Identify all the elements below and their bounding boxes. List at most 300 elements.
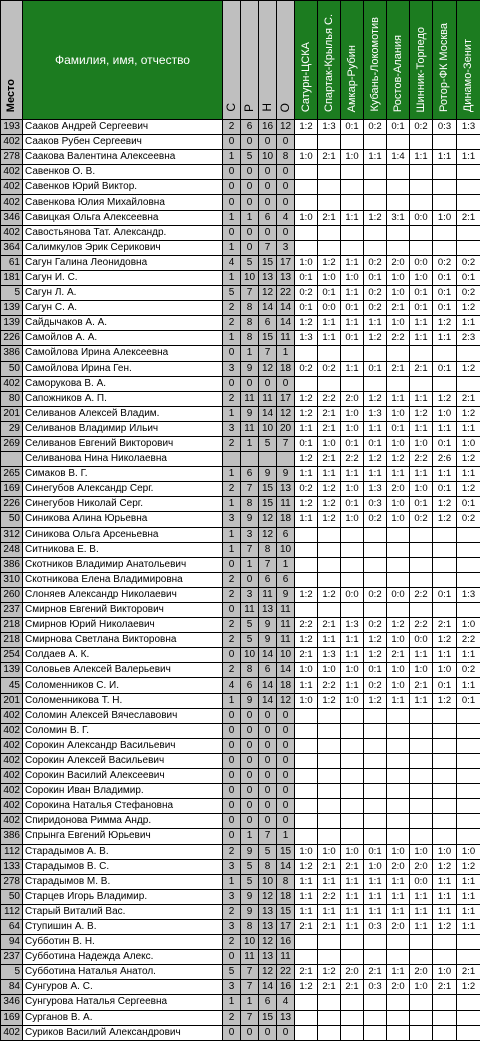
stat-cell: 3 bbox=[223, 361, 241, 376]
match-cell: 0:2 bbox=[364, 618, 387, 633]
stat-cell: 0 bbox=[277, 180, 295, 195]
stat-cell: 7 bbox=[241, 542, 259, 557]
match-cell: 2:2 bbox=[318, 678, 341, 693]
place-cell: 61 bbox=[1, 255, 23, 270]
match-cell: 2:0 bbox=[387, 859, 410, 874]
stat-cell: 0 bbox=[259, 799, 277, 814]
stat-cell: 5 bbox=[241, 859, 259, 874]
stat-cell: 0 bbox=[259, 135, 277, 150]
place-cell: 50 bbox=[1, 512, 23, 527]
stat-cell: 3 bbox=[241, 527, 259, 542]
match-cell bbox=[295, 784, 318, 799]
match-cell bbox=[341, 346, 364, 361]
stat-cell: 2 bbox=[223, 633, 241, 648]
stat-cell: 0 bbox=[259, 195, 277, 210]
stat-cell: 0 bbox=[241, 799, 259, 814]
match-cell: 2:2 bbox=[341, 452, 364, 467]
match-cell bbox=[341, 708, 364, 723]
stat-cell: 0 bbox=[277, 135, 295, 150]
stat-cell: 8 bbox=[259, 859, 277, 874]
match-cell bbox=[295, 135, 318, 150]
stat-cell: 0 bbox=[223, 180, 241, 195]
match-cell: 1:2 bbox=[364, 452, 387, 467]
stat-cell: 3 bbox=[223, 889, 241, 904]
stat-cell: 1 bbox=[223, 406, 241, 421]
match-cell bbox=[410, 784, 433, 799]
stat-cell: 10 bbox=[241, 935, 259, 950]
stat-cell: 17 bbox=[277, 919, 295, 934]
stat-cell: 12 bbox=[277, 693, 295, 708]
match-cell: 1:2 bbox=[433, 693, 457, 708]
place-cell: 133 bbox=[1, 859, 23, 874]
stat-cell: 12 bbox=[259, 361, 277, 376]
table-row bbox=[1, 120, 480, 135]
stat-cell: 18 bbox=[277, 678, 295, 693]
stat-cell: 7 bbox=[241, 482, 259, 497]
stat-cell: 3 bbox=[223, 919, 241, 934]
name-cell: Старый Виталий Вас. bbox=[23, 904, 223, 919]
match-cell: 1:0 bbox=[387, 286, 410, 301]
match-cell bbox=[433, 527, 457, 542]
stat-cell: 12 bbox=[259, 965, 277, 980]
name-cell: Субботин В. Н. bbox=[23, 935, 223, 950]
match-cell bbox=[387, 708, 410, 723]
stat-cell: 8 bbox=[277, 874, 295, 889]
match-cell bbox=[433, 165, 457, 180]
match-cell bbox=[387, 799, 410, 814]
stat-cell: 15 bbox=[259, 497, 277, 512]
match-cell: 2:1 bbox=[341, 980, 364, 995]
match-cell bbox=[433, 708, 457, 723]
place-cell: 269 bbox=[1, 436, 23, 451]
match-cell: 1:0 bbox=[341, 421, 364, 436]
match-cell bbox=[341, 753, 364, 768]
table-row bbox=[1, 980, 480, 995]
stat-cell: 0 bbox=[241, 708, 259, 723]
match-cell: 1:2 bbox=[364, 648, 387, 663]
match-cell: 1:2 bbox=[364, 210, 387, 225]
match-cell: 1:2 bbox=[457, 452, 480, 467]
match-cell: 0:3 bbox=[433, 120, 457, 135]
place-cell: 193 bbox=[1, 120, 23, 135]
match-cell: 1:0 bbox=[318, 844, 341, 859]
match-cell: 1:1 bbox=[457, 678, 480, 693]
match-cell bbox=[457, 814, 480, 829]
stat-cell: 1 bbox=[223, 210, 241, 225]
table-row bbox=[1, 286, 480, 301]
match-cell bbox=[341, 240, 364, 255]
stat-cell: 7 bbox=[241, 1010, 259, 1025]
match-cell bbox=[318, 708, 341, 723]
stat-cell: 0 bbox=[241, 814, 259, 829]
match-cell: 1:1 bbox=[295, 874, 318, 889]
match-cell: 1:1 bbox=[410, 391, 433, 406]
match-cell: 1:1 bbox=[341, 316, 364, 331]
match-cell bbox=[295, 376, 318, 391]
match-cell: 0:1 bbox=[433, 361, 457, 376]
match-cell bbox=[457, 527, 480, 542]
match-cell bbox=[295, 225, 318, 240]
stat-cell: 6 bbox=[259, 316, 277, 331]
match-cell: 2:2 bbox=[387, 331, 410, 346]
match-cell: 2:1 bbox=[341, 859, 364, 874]
match-cell: 2:2 bbox=[457, 633, 480, 648]
match-cell bbox=[433, 557, 457, 572]
match-cell: 1:1 bbox=[364, 150, 387, 165]
stat-cell: 1 bbox=[223, 497, 241, 512]
match-cell: 1:0 bbox=[387, 497, 410, 512]
match-cell: 0:1 bbox=[387, 120, 410, 135]
match-cell: 1:2 bbox=[364, 331, 387, 346]
match-cell: 1:2 bbox=[318, 587, 341, 602]
stat-cell: 16 bbox=[277, 935, 295, 950]
match-cell: 2:1 bbox=[457, 391, 480, 406]
match-header: Амкар-Рубин bbox=[341, 1, 364, 120]
match-cell bbox=[457, 376, 480, 391]
match-cell bbox=[318, 180, 341, 195]
table-row bbox=[1, 270, 480, 285]
match-cell bbox=[410, 799, 433, 814]
match-cell bbox=[433, 376, 457, 391]
match-cell: 1:1 bbox=[410, 421, 433, 436]
stat-cell: 0 bbox=[241, 135, 259, 150]
stat-cell: 0 bbox=[223, 784, 241, 799]
stat-cell: 13 bbox=[259, 904, 277, 919]
table-row bbox=[1, 195, 480, 210]
match-cell: 1:2 bbox=[457, 406, 480, 421]
match-cell bbox=[364, 784, 387, 799]
match-cell bbox=[295, 708, 318, 723]
name-cell: Синегубов Александр Серг. bbox=[23, 482, 223, 497]
match-cell bbox=[433, 753, 457, 768]
match-cell: 2:0 bbox=[341, 391, 364, 406]
table-row bbox=[1, 482, 480, 497]
stat-cell: 6 bbox=[241, 467, 259, 482]
stat-cell: 3 bbox=[223, 512, 241, 527]
stat-cell: 13 bbox=[277, 482, 295, 497]
stat-cell: 0 bbox=[259, 769, 277, 784]
match-cell: 1:1 bbox=[295, 678, 318, 693]
name-cell: Скотников Владимир Анатольевич bbox=[23, 557, 223, 572]
match-cell: 1:1 bbox=[457, 874, 480, 889]
stat-cell: 7 bbox=[241, 965, 259, 980]
table-body bbox=[1, 120, 480, 1041]
stat-cell: 14 bbox=[259, 678, 277, 693]
stat-cell: 11 bbox=[259, 587, 277, 602]
match-cell: 0:0 bbox=[410, 255, 433, 270]
table-row bbox=[1, 663, 480, 678]
match-cell bbox=[295, 542, 318, 557]
match-cell bbox=[387, 225, 410, 240]
stat-cell bbox=[259, 452, 277, 467]
match-cell: 1:1 bbox=[318, 633, 341, 648]
stat-cell: 17 bbox=[277, 255, 295, 270]
stat-cell: 0 bbox=[259, 180, 277, 195]
name-cell: Ступишин А. В. bbox=[23, 919, 223, 934]
match-cell bbox=[387, 527, 410, 542]
stat-cell: 0 bbox=[259, 753, 277, 768]
match-cell bbox=[387, 165, 410, 180]
match-cell: 1:3 bbox=[364, 406, 387, 421]
stat-cell: 3 bbox=[277, 240, 295, 255]
match-cell: 1:3 bbox=[318, 120, 341, 135]
match-cell: 1:0 bbox=[410, 482, 433, 497]
table-row bbox=[1, 844, 480, 859]
match-cell: 1:2 bbox=[433, 391, 457, 406]
match-cell: 1:0 bbox=[433, 406, 457, 421]
match-cell: 1:2 bbox=[318, 255, 341, 270]
table-row bbox=[1, 708, 480, 723]
match-cell bbox=[387, 180, 410, 195]
match-cell bbox=[433, 1025, 457, 1040]
stat-cell: 17 bbox=[277, 391, 295, 406]
stat-cell: 9 bbox=[259, 618, 277, 633]
match-cell: 1:0 bbox=[410, 436, 433, 451]
stat-cell: 0 bbox=[223, 603, 241, 618]
table-row bbox=[1, 1025, 480, 1040]
stat-cell: 0 bbox=[223, 753, 241, 768]
match-cell: 1:2 bbox=[318, 512, 341, 527]
place-cell: 218 bbox=[1, 618, 23, 633]
match-cell: 1:0 bbox=[387, 270, 410, 285]
place-cell: 218 bbox=[1, 633, 23, 648]
stat-cell: 14 bbox=[277, 316, 295, 331]
stat-cell: 22 bbox=[277, 286, 295, 301]
match-cell bbox=[410, 195, 433, 210]
name-cell: Синикова Алина Юрьевна bbox=[23, 512, 223, 527]
match-cell bbox=[410, 950, 433, 965]
match-cell: 2:1 bbox=[433, 618, 457, 633]
match-cell: 1:1 bbox=[364, 316, 387, 331]
name-cell: Савенков Юрий Виктор. bbox=[23, 180, 223, 195]
place-cell bbox=[1, 452, 23, 467]
match-cell: 0:0 bbox=[410, 210, 433, 225]
match-cell: 2:2 bbox=[410, 618, 433, 633]
stat-cell: 5 bbox=[241, 150, 259, 165]
match-cell: 1:2 bbox=[433, 512, 457, 527]
stat-cell: 8 bbox=[241, 919, 259, 934]
match-cell: 1:1 bbox=[318, 331, 341, 346]
match-cell bbox=[410, 527, 433, 542]
match-cell: 1:1 bbox=[341, 255, 364, 270]
match-cell bbox=[457, 769, 480, 784]
match-cell: 1:2 bbox=[295, 587, 318, 602]
match-cell: 2:1 bbox=[318, 150, 341, 165]
place-cell: 50 bbox=[1, 361, 23, 376]
match-cell bbox=[364, 1010, 387, 1025]
match-cell bbox=[457, 753, 480, 768]
stat-cell: 0 bbox=[223, 769, 241, 784]
match-cell bbox=[318, 799, 341, 814]
match-cell bbox=[433, 542, 457, 557]
table-row bbox=[1, 527, 480, 542]
stat-cell: 5 bbox=[223, 965, 241, 980]
match-cell: 1:2 bbox=[295, 633, 318, 648]
place-cell: 169 bbox=[1, 482, 23, 497]
stat-cell: 8 bbox=[241, 301, 259, 316]
stat-cell: 9 bbox=[277, 587, 295, 602]
match-cell bbox=[295, 240, 318, 255]
match-cell bbox=[387, 935, 410, 950]
match-cell bbox=[318, 814, 341, 829]
match-cell: 2:0 bbox=[341, 965, 364, 980]
match-cell: 1:0 bbox=[318, 663, 341, 678]
stat-cell: 13 bbox=[259, 603, 277, 618]
match-cell bbox=[364, 753, 387, 768]
stat-cell: 0 bbox=[241, 784, 259, 799]
match-cell bbox=[364, 195, 387, 210]
stat-cell: 18 bbox=[277, 889, 295, 904]
stat-cell: 15 bbox=[259, 255, 277, 270]
match-cell bbox=[318, 995, 341, 1010]
place-cell: 402 bbox=[1, 1025, 23, 1040]
name-cell: Салимкулов Эрик Серикович bbox=[23, 240, 223, 255]
name-cell: Соломин В. Г. bbox=[23, 723, 223, 738]
table-row bbox=[1, 361, 480, 376]
match-cell bbox=[457, 225, 480, 240]
table-row bbox=[1, 1010, 480, 1025]
match-cell bbox=[457, 829, 480, 844]
match-cell bbox=[364, 995, 387, 1010]
name-cell: Старцев Игорь Владимир. bbox=[23, 889, 223, 904]
stat-cell: 0 bbox=[223, 950, 241, 965]
match-cell bbox=[387, 723, 410, 738]
table-row bbox=[1, 346, 480, 361]
place-cell: 346 bbox=[1, 210, 23, 225]
name-cell: Саморукова В. А. bbox=[23, 376, 223, 391]
match-cell bbox=[387, 784, 410, 799]
match-cell bbox=[410, 753, 433, 768]
match-cell: 2:0 bbox=[387, 919, 410, 934]
name-cell: Сорокин Александр Васильевич bbox=[23, 738, 223, 753]
table-row bbox=[1, 769, 480, 784]
match-cell bbox=[318, 240, 341, 255]
match-cell bbox=[410, 1010, 433, 1025]
stat-cell: 12 bbox=[277, 406, 295, 421]
match-cell: 1:1 bbox=[433, 150, 457, 165]
match-cell: 1:3 bbox=[295, 331, 318, 346]
match-cell bbox=[410, 935, 433, 950]
match-cell: 1:0 bbox=[433, 663, 457, 678]
match-cell: 0:1 bbox=[433, 482, 457, 497]
match-cell bbox=[410, 995, 433, 1010]
stat-cell: 2 bbox=[223, 904, 241, 919]
match-cell bbox=[341, 814, 364, 829]
match-cell: 1:0 bbox=[295, 693, 318, 708]
stat-cell: 9 bbox=[241, 693, 259, 708]
stat-cell: 16 bbox=[259, 120, 277, 135]
stat-cell: 0 bbox=[223, 648, 241, 663]
match-cell: 0:1 bbox=[295, 270, 318, 285]
name-cell: Савицкая Ольга Алексеевна bbox=[23, 210, 223, 225]
match-cell: 1:1 bbox=[364, 467, 387, 482]
stat-cell: 10 bbox=[259, 150, 277, 165]
stat-cell: 6 bbox=[241, 120, 259, 135]
match-cell: 2:1 bbox=[318, 919, 341, 934]
match-cell: 1:0 bbox=[410, 844, 433, 859]
match-cell bbox=[318, 829, 341, 844]
stat-cell: 0 bbox=[241, 180, 259, 195]
match-cell: 0:2 bbox=[295, 361, 318, 376]
match-cell bbox=[433, 769, 457, 784]
match-cell: 1:1 bbox=[295, 421, 318, 436]
match-cell bbox=[457, 165, 480, 180]
stat-cell: 3 bbox=[241, 587, 259, 602]
name-cell: Слоняев Александр Николаевич bbox=[23, 587, 223, 602]
stat-cell: 0 bbox=[223, 1025, 241, 1040]
stat-cell: 12 bbox=[259, 889, 277, 904]
match-cell: 0:2 bbox=[364, 587, 387, 602]
stat-cell: 5 bbox=[241, 618, 259, 633]
stat-cell: 0 bbox=[277, 753, 295, 768]
stat-cell: 11 bbox=[241, 603, 259, 618]
match-cell: 1:2 bbox=[295, 859, 318, 874]
match-cell: 0:1 bbox=[410, 497, 433, 512]
place-cell: 260 bbox=[1, 587, 23, 602]
stat-cell: 0 bbox=[241, 753, 259, 768]
match-cell: 1:2 bbox=[318, 693, 341, 708]
table-row bbox=[1, 391, 480, 406]
match-cell: 1:2 bbox=[410, 406, 433, 421]
stat-cell: 0 bbox=[277, 769, 295, 784]
match-cell: 1:1 bbox=[387, 391, 410, 406]
place-cell: 402 bbox=[1, 769, 23, 784]
match-cell bbox=[295, 1025, 318, 1040]
match-cell: 1:0 bbox=[387, 633, 410, 648]
match-cell bbox=[341, 135, 364, 150]
table-row bbox=[1, 587, 480, 602]
stat-cell: 8 bbox=[277, 150, 295, 165]
match-cell bbox=[410, 346, 433, 361]
match-cell bbox=[364, 829, 387, 844]
name-cell: Саакова Валентина Алексеевна bbox=[23, 150, 223, 165]
match-cell bbox=[318, 376, 341, 391]
match-cell: 1:1 bbox=[433, 648, 457, 663]
name-cell: Спрынга Евгений Юрьевич bbox=[23, 829, 223, 844]
match-cell bbox=[364, 603, 387, 618]
stat-cell: 0 bbox=[241, 165, 259, 180]
place-cell: 139 bbox=[1, 316, 23, 331]
stat-cell: 13 bbox=[259, 270, 277, 285]
stat-cell: 0 bbox=[223, 738, 241, 753]
stat-cell: 0 bbox=[223, 814, 241, 829]
match-cell: 1:1 bbox=[457, 889, 480, 904]
match-cell: 1:2 bbox=[318, 497, 341, 512]
place-cell: 402 bbox=[1, 376, 23, 391]
match-cell bbox=[410, 814, 433, 829]
name-cell: Селиванов Алексей Владим. bbox=[23, 406, 223, 421]
match-cell: 2:1 bbox=[318, 406, 341, 421]
stat-cell: 1 bbox=[241, 436, 259, 451]
match-cell bbox=[387, 195, 410, 210]
match-cell bbox=[433, 135, 457, 150]
stat-cell: 14 bbox=[277, 301, 295, 316]
name-header: Фамилия, имя, отчество bbox=[23, 1, 223, 120]
match-cell: 1:1 bbox=[387, 965, 410, 980]
stat-cell: 6 bbox=[241, 678, 259, 693]
place-cell: 402 bbox=[1, 165, 23, 180]
match-cell bbox=[387, 603, 410, 618]
match-cell: 1:1 bbox=[318, 316, 341, 331]
stat-cell: 6 bbox=[259, 210, 277, 225]
stat-cell: 15 bbox=[259, 1010, 277, 1025]
stat-cell: 0 bbox=[277, 814, 295, 829]
match-cell bbox=[341, 225, 364, 240]
match-cell bbox=[364, 799, 387, 814]
match-cell bbox=[318, 784, 341, 799]
match-cell bbox=[457, 195, 480, 210]
stat-cell: 10 bbox=[277, 648, 295, 663]
